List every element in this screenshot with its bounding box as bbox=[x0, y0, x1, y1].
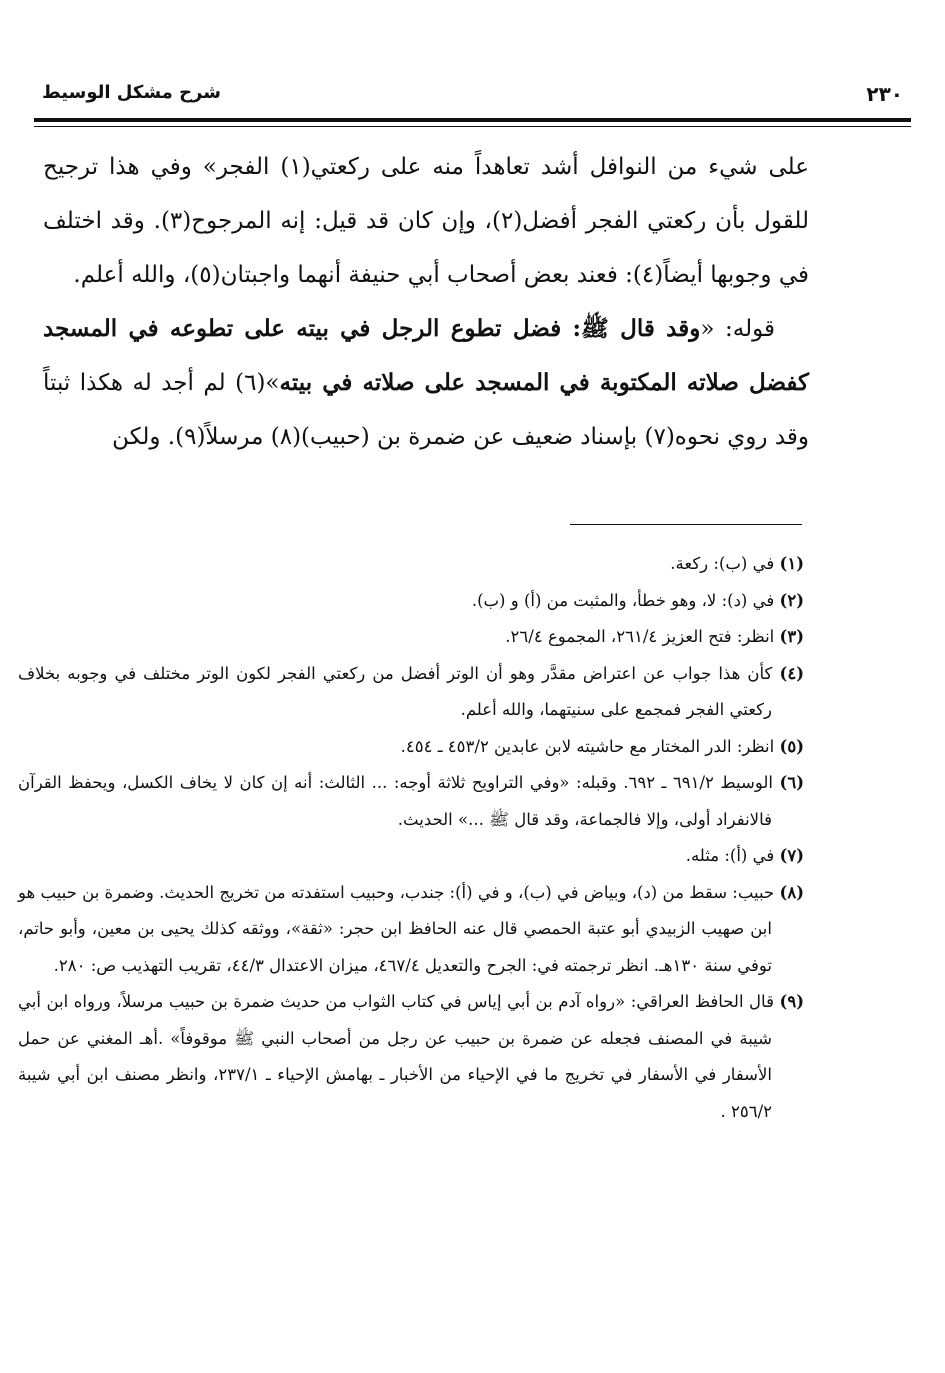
footnote-text: الوسيط ٦٩١/٢ ـ ٦٩٢. وقبله: «وفي التراويح ثلاثة أوجه: ... الثالث: أنه إن كان لا يخاف الكسل، ويحفظ القرآن فالانفراد أولى، وإلا فالجماعة، وقد قال ﷺ ...» الحديث. bbox=[18, 773, 774, 829]
footnote-text: انظر: الدر المختار مع حاشيته لابن عابدين ٤٥٣/٢ ـ ٤٥٤. bbox=[400, 736, 775, 756]
footnote-3 bbox=[18, 619, 804, 656]
footnote-number: (١) bbox=[779, 554, 804, 573]
footnote-text: في (د): لا، وهو خطأ، والمثبت من (أ) و (ب). bbox=[471, 590, 775, 610]
footnote-number: (٧) bbox=[779, 846, 804, 865]
footnote-number: (٤) bbox=[779, 663, 804, 683]
footnote-number: (٩) bbox=[779, 992, 804, 1011]
header-rule-thick bbox=[34, 118, 911, 122]
footnote-4 bbox=[18, 656, 804, 729]
paragraph-1: على شيء من النوافل أشد تعاهداً منه على ركعتي(١) الفجر» وفي هذا ترجيح للقول بأن ركعتي الفجر أفضل(٢)، وإن كان قد قيل: إنه المرجوح(٣). وقد اختلف في وجوبها أيضاً(٤): فعند بعض أصحاب أبي حنيفة أنهما واجبتان(٥)، والله أعلم. bbox=[43, 154, 809, 288]
footnote-9 bbox=[18, 984, 804, 1130]
paragraph-2-quote: وقد قال ﷺ: فضل تطوع الرجل في بيته على تطوعه في المسجد كفضل صلاته المكتوبة في المسجد على صلاته في بيته bbox=[43, 315, 809, 396]
header-rule-thin bbox=[34, 126, 911, 127]
footnote-5 bbox=[18, 729, 804, 766]
paragraph-2 bbox=[43, 302, 809, 464]
footnote-text: في (أ): مثله. bbox=[685, 846, 775, 865]
footnote-text: قال الحافظ العراقي: «رواه آدم بن أبي إياس في كتاب الثواب من حديث ضمرة بن حبيب مرسلاً، ورواه ابن أبي شيبة في المصنف فجعله عن ضمرة بن حبيب عن رجل من أصحاب النبي ﷺ موقوفاً» .أهـ المغني عن حمل الأسفار في الأسفار في تخريج ما في الإحياء من الأخبار ـ بهامش الإحياء ـ ٢٣٧/١، وانظر مصنف ابن أبي شيبة ٢٥٦/٢ . bbox=[18, 992, 774, 1121]
footnote-text: في (ب): ركعة. bbox=[670, 554, 775, 573]
footnote-1 bbox=[18, 546, 804, 583]
footnote-2 bbox=[18, 583, 804, 620]
page-number: ٢٣٠ bbox=[866, 82, 903, 106]
footnote-8 bbox=[18, 875, 804, 985]
footnote-number: (٨) bbox=[779, 882, 804, 902]
footnote-6 bbox=[18, 765, 804, 838]
footnote-number: (٢) bbox=[779, 590, 804, 610]
paragraph-2-lead: قوله: « bbox=[700, 316, 775, 342]
page-header bbox=[34, 72, 911, 112]
footnote-number: (٥) bbox=[779, 736, 804, 756]
paragraph-2-rest: »(٦) لم أجد له هكذا ثبتاً وقد روي نحوه(٧) بإسناد ضعيف عن ضمرة بن (حبيب)(٨) مرسلاً(٩). ولكن bbox=[43, 370, 809, 450]
main-text bbox=[43, 140, 809, 464]
footnote-number: (٦) bbox=[779, 773, 805, 792]
footnote-number: (٣) bbox=[779, 627, 804, 646]
running-title: شرح مشكل الوسيط bbox=[42, 82, 221, 103]
footnote-text: انظر: فتح العزيز ٢٦١/٤، المجموع ٢٦/٤. bbox=[505, 627, 775, 646]
footnote-7 bbox=[18, 838, 804, 875]
footnote-text: كأن هذا جواب عن اعتراض مقدَّر وهو أن الوتر أفضل من ركعتي الفجر لكون الوتر مختلف في وجوبه بخلاف ركعتي الفجر فمجمع على سنيتهما، والله أعلم. bbox=[18, 663, 773, 719]
footnotes bbox=[18, 546, 804, 1130]
footnote-separator bbox=[570, 524, 802, 525]
footnote-text: حبيب: سقط من (د)، وبياض في (ب)، و في (أ): جندب، وحبيب استفدته من تخريج الحديث. وضمرة بن حبيب هو ابن صهيب الزبيدي أبو عتبة الحمصي قال عنه الحافظ ابن حجر: «ثقة»، ووثقه كذلك يحيى بن معين، وأبو حاتم، توفي سنة ١٣٠هـ. انظر ترجمته في: الجرح والتعديل ٤٦٧/٤، ميزان الاعتدال ٤٤/٣، تقريب التهذيب ص: ٢٨٠. bbox=[18, 882, 775, 975]
